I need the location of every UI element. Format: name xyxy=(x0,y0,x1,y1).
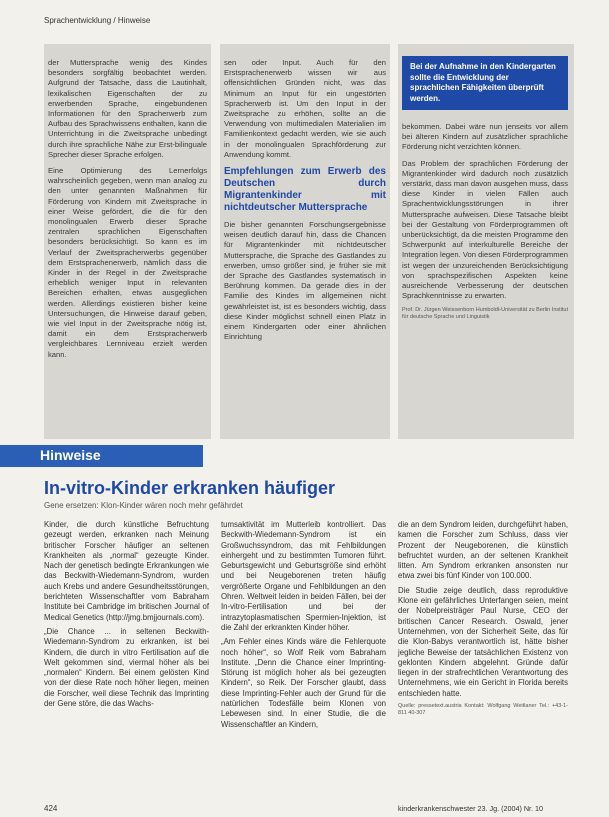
middle-column-text xyxy=(224,58,386,348)
article-paragraph: Kinder, die durch künstliche Befruchtung gezeugt werden, erkranken nach Meinung britischer Forscher häufiger an seltenen Krankheiten als „normal“ gezeugte Kinder. Nach der genetisch bedingte Erkrankungen wie das Beckwith-Wiedemann-Syndrom, wurden auch Krebs und andere Gesundheitsstörungen, berichteten Wissenschaftler vom Babraham Institute bei Cambridge im britischen Journal of Medical Genetics (http://jmg.bmjjournals.com). xyxy=(44,520,209,622)
page-number: 424 xyxy=(44,804,58,813)
section-subheading: Empfehlungen zum Erwerb des Deutschen durch Migrantenkinder mit nichtdeutscher Muttersprache xyxy=(224,166,386,214)
section-label-bar xyxy=(0,445,203,467)
author-footnote: Prof. Dr. Jürgen Weissenborn Humboldt-Universität zu Berlin Institut für deutsche Sprache und Linguistik xyxy=(402,307,568,321)
page-footer: kinderkrankenschwester 23. Jg. (2004) Nr. 10 xyxy=(398,804,544,813)
article-column-3 xyxy=(398,520,568,721)
running-head: Sprachentwicklung / Hinweise xyxy=(44,16,151,25)
article-paragraph: „Am Fehler eines Kinds wäre die Fehlerquote noch höher“, so Wolf Reik vom Babraham Institute. „Denn die Chance einer Imprinting-Störung ist möglich hoher als bei gezeugten Kindern“, so Reik. Der Forscher glaubt, dass diese Imprinting-Fehler auch der Grund für die natürlichen Todesfälle beim Klonen von Lebewesen sind. In einer Studie, die die Wissenschaftler an Kindern, xyxy=(221,637,386,729)
article-paragraph: Die Studie zeige deutlich, dass reproduktive Klone ein gefährliches Unterfangen seien, meint der Nobelpreisträger Paul Nurse, CEO der britischen Cancer Research. Oswald, jener Unternehmen, von der Sicherheit Seite, das für die Klon-Babys verantwortlich ist, hätte bisher jegliche Beweise der tatsächlichen Existenz von geklonten Kindern abgelehnt. Gründe dafür liegen in der strafrechtlichen Verantwortung des Unternehmens, wie ein Gericht in Florida bereits entschieden hatte. xyxy=(398,585,568,698)
right-paragraph-1: bekommen. Dabei wäre nun jenseits vor allem bei älteren Kindern auf zusätzlicher sprachliche Förderung nicht verzichten können. xyxy=(402,122,568,152)
article-paragraph: die an dem Syndrom leiden, durchgeführt haben, kamen die Forscher zum Schluss, dass vier Prozent der Neugeborenen, die künstlich befruchtet wurden, an der seltenen Krankheit litten. Am Syndrom erkranken ansonsten nur etwa zwei bis fünf Kinder von 100.000. xyxy=(398,520,568,581)
right-paragraph-2: Das Problem der sprachlichen Förderung der Migrantenkinder wird dadurch noch zusätzlich verstärkt, dass man davon ausgehen muss, dass diese Kinder in vielen Fällen auch Sprachentwicklungsstörungen in ihrer Muttersprache aufweisen. Diese Tatsache bleibt bei der Gestaltung von Förderprogrammen oft unberücksichtigt, da die meisten Programme den Schwerpunkt auf interkulturelle Bereiche der Integration legen. Von diesen Förderprogrammen ist wegen der unzureichenden Berücksichtigung von sprachspezifischen Aspekten keine ausreichende Verbesserung der deutschen Sprachkenntnisse zu erwarten. xyxy=(402,158,568,301)
article-paragraph: „Die Chance ... in seltenen Beckwith-Wiedemann-Syndrom zu erkranken, ist bei Kindern, die durch in vitro Fertilisation auf die Welt gekommen sind, viermal höher als bei „normalen“ Kindern. Bei einem gelösten Kind von der diese Rate noch höher liegen, meinen die Forscher, weil diese Technik das Imprinting der Gene störe, die das Wachs- xyxy=(44,626,209,709)
article-source: Quelle: pressetext.austria Kontakt: Wolfgang Weitlaner Tel.: +43-1-811 40-307 xyxy=(398,703,568,717)
middle-paragraph-bottom: Die bisher genannten Forschungsergebnisse weisen deutlich darauf hin, dass die Chancen für Migrantenkinder mit nichtdeutscher Muttersprache, die Sprache des Gastlandes zu erwerben, umso größer sind, je früher sie mit der Sprache des Gastlandes systematisch in Berührung kommen. Da gerade dies in der Familie des Kindes im allgemeinen nicht gewährleistet ist, ist es besonders wichtig, dass diese Kinder möglichst schnell einen Platz in einem Kindergarten oder einer ähnlichen Einrichtung xyxy=(224,220,386,342)
left-paragraph-2: Eine Optimierung des Lernerfolgs wahrscheinlich gegeben, wenn man analog zu den unter genannten Maßnahmen für Förderung von Kindern mit Zweitsprache in einer Weise gefördert, die die für den monolingualen Erwerb dieser Sprache zentralen sprachlichen Eigenschaften besonders berücksichtigt. So kann es im Verlauf der Zweitspracherwerbs gegenüber dem Erstsprachenerwerb, nämlich dass die Kinder in der Regel in der Zweitsprache erheblich weniger Input in relevanten Bereichen erhalten, etwas ausgeglichen werden. Allerdings existieren bisher keine Untersuchungen, die Hinweise darauf geben, wie viel Input in der Zweitsprache nötig ist, damit ein dem Erstspracherwerb vergleichbares Lernniveau erzielt werden kann. xyxy=(48,166,207,359)
article-title: In-vitro-Kinder erkranken häufiger xyxy=(44,478,336,498)
article-column-1 xyxy=(44,520,209,713)
section-label: Hinweise xyxy=(40,447,101,463)
left-column-text xyxy=(48,58,207,366)
highlight-box: Bei der Aufnahme in den Kindergarten sollte die Entwicklung der sprachlichen Fähigkeiten überprüft werden. xyxy=(402,56,568,110)
article-paragraph: tumsaktivität im Mutterleib kontrolliert. Das Beckwith-Wiedemann-Syndrom ist ein Großwuchssyndrom, das mit Fehlbildungen einhergeht und zu bestimmten Tumoren führt. Geburtsgewicht und Geburtsgröße sind erhöht und bei Neugeborenen treten häufig vergrößerte Organe und Fehlbildungen an den Ohren. Weltweit leiden in beiden Fällen, bei der In-vitro-Fertilisation und bei der intrazytoplasmatischen Spermien-Injektion, ist die Zahl der erkrankten Kinder höher. xyxy=(221,520,386,632)
left-paragraph-1: der Muttersprache wenig des Kindes besonders sorgfältig beobachtet werden. Aufgrund der Tatsache, dass die Lautinhalt, lexikalischen Eigenschaften der zu erwerbenden Sprache, eingebundenen Informationen für den Spracherwerb zum Aufbau des Sprachwissens enthalten, kann die Unterrichtung in die Zweitsprache unbedingt durch ihre sprachliche Nähe zur Erst-bilinguale Sprecher dieser Sprache erfolgen. xyxy=(48,58,207,159)
article-column-2 xyxy=(221,520,386,734)
article-subtitle: Gene ersetzen: Klon-Kinder wären noch mehr gefährdet xyxy=(44,501,243,510)
middle-paragraph-top: sen oder Input. Auch für den Erstsprachenerwerb wissen wir aus offensichtlichen Gründen nicht, was das Minimum an Input für ein ungestörten Spracherwerb ist. Um den Input in der Zweitsprache zu erhöhen, sollte an die Verwendung von multimedialen Materialien im Familienkontext gedacht werden, wie sie auch in der monolingualen Sprachförderung zur Anwendung kommt. xyxy=(224,58,386,159)
right-column-text xyxy=(402,122,568,327)
